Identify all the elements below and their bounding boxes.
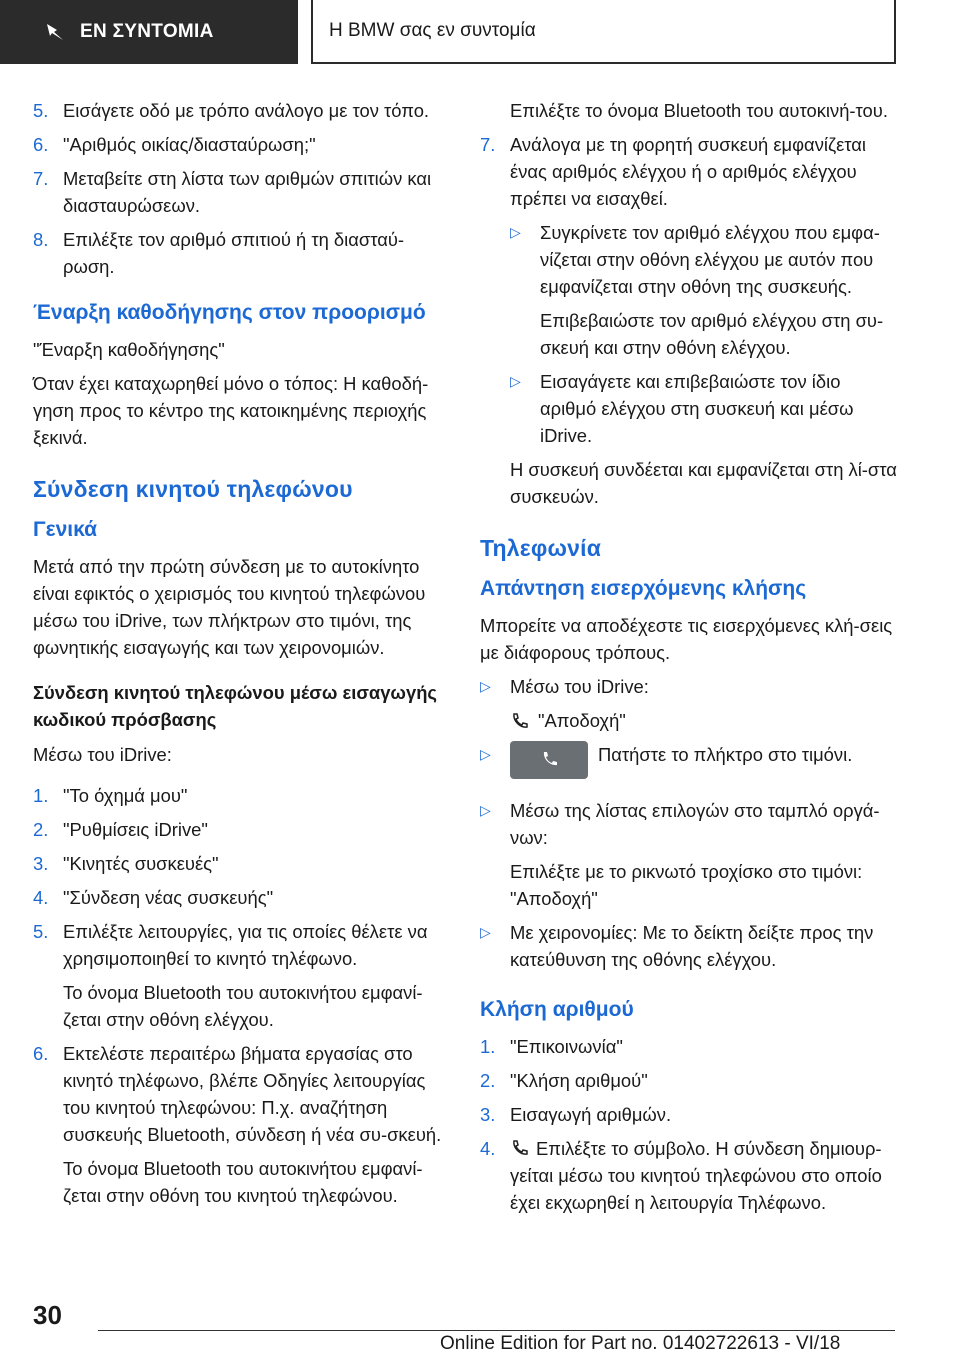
paragraph: Όταν έχει καταχωρηθεί μόνο ο τόπος: Η καθοδή‐γηση προς το κέντρο της κατοικημένης περιοχής ξεκινά. bbox=[33, 373, 429, 448]
bullet-text: Με χειρονομίες: Με το δείκτη δείξτε προς την κατεύθυνση της οθόνης ελέγχου. bbox=[510, 922, 874, 970]
phone-handset-icon bbox=[510, 711, 530, 731]
step-text: Εισάγετε οδό με τρόπο ανάλογο με τον τόπο. bbox=[63, 100, 430, 121]
triangle-bullet-icon: ▷ bbox=[480, 678, 491, 694]
list-item bbox=[33, 884, 453, 911]
list-item bbox=[480, 131, 900, 212]
list-item bbox=[33, 131, 453, 158]
sub-paragraph: Επιλέξτε το όνομα Bluetooth του αυτοκινή‐του. bbox=[510, 100, 888, 121]
header-title-text: Η BMW σας εν συντομία bbox=[329, 20, 536, 41]
bullet-text: Εισαγάγετε και επιβεβαιώστε τον ίδιο αριθμό ελέγχου στη συσκευή και μέσω iDrive. bbox=[540, 371, 854, 446]
paragraph: Μπορείτε να αποδέχεστε τις εισερχόμενες κλή‐σεις με διάφορους τρόπους. bbox=[480, 615, 893, 663]
list-item bbox=[33, 165, 453, 219]
list-item bbox=[33, 816, 453, 843]
list-item bbox=[480, 1101, 900, 1128]
step-number: 8. bbox=[33, 229, 49, 250]
step-number: 7. bbox=[480, 134, 496, 155]
triangle-bullet-icon: ▷ bbox=[510, 224, 521, 240]
sub-paragraph: "Αποδοχή" bbox=[510, 888, 598, 909]
list-item bbox=[33, 97, 453, 124]
list-item bbox=[33, 1040, 453, 1148]
star-icon bbox=[44, 21, 66, 43]
footer-divider bbox=[98, 1330, 895, 1331]
step-number: 3. bbox=[480, 1104, 496, 1125]
step-text: Μεταβείτε στη λίστα των αριθμών σπιτιών και διασταυρώσεων. bbox=[63, 168, 432, 216]
list-item bbox=[33, 782, 453, 809]
step-text: "Σύνδεση νέας συσκευής" bbox=[63, 887, 274, 908]
accept-label: "Αποδοχή" bbox=[538, 710, 626, 731]
idrive-accept-row bbox=[510, 707, 900, 734]
bullet-item bbox=[480, 741, 900, 783]
heading-connect-phone: Σύνδεση κινητού τηλεφώνου bbox=[33, 476, 353, 502]
step-number: 7. bbox=[33, 168, 49, 189]
list-item bbox=[480, 1033, 900, 1060]
triangle-bullet-icon: ▷ bbox=[480, 746, 491, 762]
step-number: 5. bbox=[33, 100, 49, 121]
triangle-bullet-icon: ▷ bbox=[510, 373, 521, 389]
paragraph: "Έναρξη καθοδήγησης" bbox=[33, 339, 225, 360]
sub-paragraph: Η συσκευή συνδέεται και εμφανίζεται στη λί‐στα συσκευών. bbox=[510, 459, 897, 507]
heading-start-navigation: Έναρξη καθοδήγησης στον προορισμό bbox=[33, 301, 426, 324]
bullet-item bbox=[480, 797, 900, 851]
triangle-bullet-icon: ▷ bbox=[480, 924, 491, 940]
heading-dial-number: Κλήση αριθμού bbox=[480, 998, 634, 1021]
sub-paragraph: Το όνομα Bluetooth του αυτοκινήτου εμφανί‐ζεται στην οθόνη ελέγχου. bbox=[63, 982, 423, 1030]
step-number: 4. bbox=[33, 887, 49, 908]
step-number: 2. bbox=[33, 819, 49, 840]
step-number: 6. bbox=[33, 1043, 49, 1064]
step-number: 4. bbox=[480, 1138, 496, 1159]
step-text: Επιλέξτε τον αριθμό σπιτιού ή τη διασταύ‐ρωση. bbox=[63, 229, 405, 277]
bullet-item bbox=[480, 673, 900, 700]
heading-connect-code: Σύνδεση κινητού τηλεφώνου μέσω εισαγωγής κωδικού πρόσβασης bbox=[33, 682, 437, 730]
list-item bbox=[33, 918, 453, 972]
page-number: 30 bbox=[33, 1300, 62, 1330]
step-text: "Κλήση αριθμού" bbox=[510, 1070, 648, 1091]
phone-handset-icon bbox=[510, 1138, 530, 1158]
step-number: 1. bbox=[480, 1036, 496, 1057]
left-column bbox=[33, 97, 453, 1216]
step-number: 6. bbox=[33, 134, 49, 155]
list-item bbox=[33, 850, 453, 877]
step-number: 5. bbox=[33, 921, 49, 942]
list-item bbox=[480, 1067, 900, 1094]
step-text: Ανάλογα με τη φορητή συσκευή εμφανίζεται ένας αριθμός ελέγχου ή ο αριθμός ελέγχου πρέπει να εισαχθεί. bbox=[510, 134, 867, 209]
step-text: "Κινητές συσκευές" bbox=[63, 853, 219, 874]
step-text: Επιλέξτε το σύμβολο. Η σύνδεση δημιουρ‐γείται μέσω του κινητού τηλεφώνου στο οποίο έχει εκχωρηθεί η λειτουργία Τηλέφωνο. bbox=[510, 1138, 882, 1213]
step-text: "Επικοινωνία" bbox=[510, 1036, 623, 1057]
bullet-item bbox=[480, 219, 900, 300]
right-column bbox=[480, 97, 900, 1223]
paragraph: Μέσω του iDrive: bbox=[33, 744, 172, 765]
header-tab bbox=[0, 0, 298, 64]
sub-paragraph bbox=[480, 307, 900, 361]
bullet-text: Πατήστε το πλήκτρο στο τιμόνι. bbox=[598, 744, 853, 765]
triangle-bullet-icon: ▷ bbox=[480, 802, 491, 818]
step-text: Επιλέξτε λειτουργίες, για τις οποίες θέλετε να χρησιμοποιηθεί το κινητό τηλέφωνο. bbox=[63, 921, 428, 969]
step-text: "Το όχημά μου" bbox=[63, 785, 188, 806]
paragraph: Μετά από την πρώτη σύνδεση με το αυτοκίνητο είναι εφικτός ο χειρισμός του κινητού τηλεφώνου μέσω του iDrive, των πλήκτρων στο τιμόνι, της φωνητικής εισαγωγής και των χειρονομιών. bbox=[33, 556, 426, 658]
bullet-text: Μέσω της λίστας επιλογών στο ταμπλό οργά‐νων: bbox=[510, 800, 880, 848]
sub-paragraph: Επιλέξτε με το ρικνωτό τροχίσκο στο τιμόνι: bbox=[510, 861, 863, 882]
step-text: "Αριθμός οικίας/διασταύρωση;" bbox=[63, 134, 316, 155]
header-title bbox=[311, 0, 896, 64]
steering-wheel-phone-button bbox=[510, 741, 588, 779]
footer-edition: Online Edition for Part no. 01402722613 - VI/18 bbox=[440, 1333, 841, 1354]
bullet-item bbox=[480, 919, 900, 973]
sub-paragraph: Το όνομα Bluetooth του αυτοκινήτου εμφανί‐ζεται στην οθόνη του κινητού τηλεφώνου. bbox=[63, 1158, 423, 1206]
list-item bbox=[33, 226, 453, 280]
step-number: 3. bbox=[33, 853, 49, 874]
header-tab-label: ΕΝ ΣΥΝΤΟΜΙΑ bbox=[80, 21, 214, 42]
heading-general: Γενικά bbox=[33, 518, 98, 541]
step-number: 1. bbox=[33, 785, 49, 806]
step-text: Εκτελέστε περαιτέρω βήματα εργασίας στο κινητό τηλέφωνο, βλέπε Οδηγίες λειτουργίας του κινητού τηλεφώνου: Π.χ. αναζήτηση συσκευής Bluetooth, σύνδεση ή νέα συ‐σκευή. bbox=[63, 1043, 442, 1145]
step-text: "Ρυθμίσεις iDrive" bbox=[63, 819, 208, 840]
bullet-text: Συγκρίνετε τον αριθμό ελέγχου που εμφα‐νίζεται στην οθόνη ελέγχου με αυτόν που εμφανίζεται στην οθόνη της συσκευής. bbox=[540, 222, 880, 297]
step-number: 2. bbox=[480, 1070, 496, 1091]
bullet-text: Μέσω του iDrive: bbox=[510, 676, 649, 697]
heading-answer-call: Απάντηση εισερχόμενης κλήσης bbox=[480, 577, 807, 600]
step-text: Εισαγωγή αριθμών. bbox=[510, 1104, 672, 1125]
heading-telephony: Τηλεφωνία bbox=[480, 535, 602, 561]
bullet-item bbox=[480, 368, 900, 449]
list-item bbox=[480, 1135, 900, 1216]
paragraph: Επιβεβαιώστε τον αριθμό ελέγχου στη συ‐σκευή και στην οθόνη ελέγχου. bbox=[540, 310, 884, 358]
